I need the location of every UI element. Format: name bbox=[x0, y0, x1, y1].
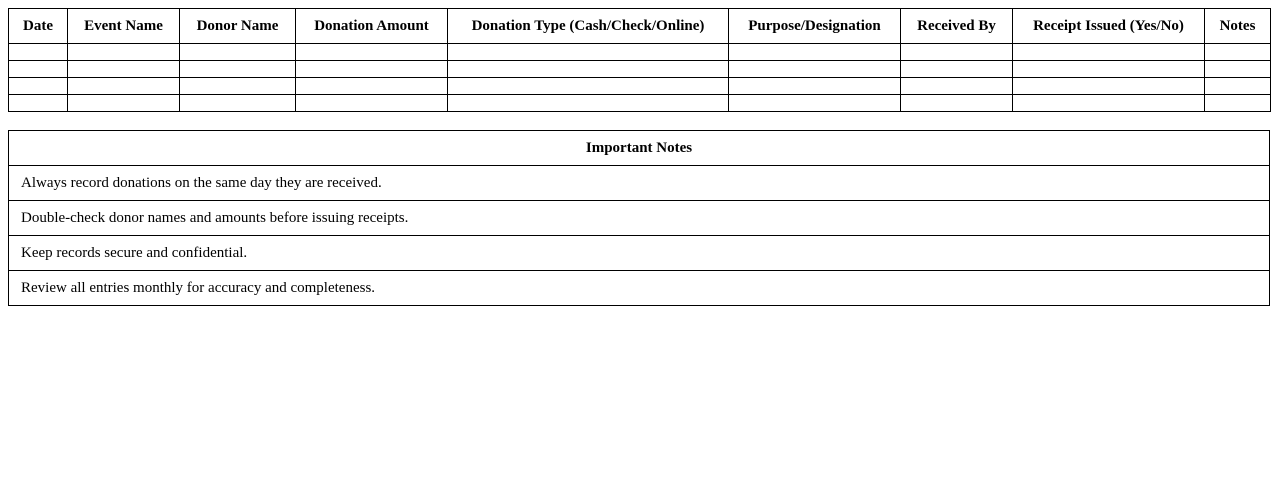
note-row bbox=[9, 236, 1270, 271]
table-cell[interactable] bbox=[296, 78, 448, 95]
table-cell[interactable] bbox=[1013, 78, 1205, 95]
table-cell[interactable] bbox=[1013, 61, 1205, 78]
table-row bbox=[9, 95, 1271, 112]
table-cell[interactable] bbox=[1013, 44, 1205, 61]
note-row bbox=[9, 201, 1270, 236]
note-item: Always record donations on the same day they are received. bbox=[9, 166, 1270, 201]
column-header-donation-type: Donation Type (Cash/Check/Online) bbox=[448, 9, 729, 44]
donation-log-table bbox=[8, 8, 1271, 112]
table-cell[interactable] bbox=[68, 44, 180, 61]
table-cell[interactable] bbox=[901, 61, 1013, 78]
table-cell[interactable] bbox=[901, 44, 1013, 61]
column-header-event-name: Event Name bbox=[68, 9, 180, 44]
table-cell[interactable] bbox=[729, 78, 901, 95]
table-cell[interactable] bbox=[9, 61, 68, 78]
note-row bbox=[9, 271, 1270, 306]
column-header-date: Date bbox=[9, 9, 68, 44]
table-cell[interactable] bbox=[296, 61, 448, 78]
column-header-receipt-issued: Receipt Issued (Yes/No) bbox=[1013, 9, 1205, 44]
table-cell[interactable] bbox=[729, 95, 901, 112]
notes-header-row bbox=[9, 131, 1270, 166]
table-cell[interactable] bbox=[296, 44, 448, 61]
table-row bbox=[9, 61, 1271, 78]
table-cell[interactable] bbox=[1205, 95, 1271, 112]
table-cell[interactable] bbox=[1205, 78, 1271, 95]
table-cell[interactable] bbox=[9, 78, 68, 95]
table-cell[interactable] bbox=[1205, 44, 1271, 61]
table-cell[interactable] bbox=[68, 78, 180, 95]
table-cell[interactable] bbox=[296, 95, 448, 112]
table-header-row bbox=[9, 9, 1271, 44]
table-cell[interactable] bbox=[9, 95, 68, 112]
table-cell[interactable] bbox=[1013, 95, 1205, 112]
table-cell[interactable] bbox=[448, 78, 729, 95]
table-cell[interactable] bbox=[9, 44, 68, 61]
column-header-purpose: Purpose/Designation bbox=[729, 9, 901, 44]
table-cell[interactable] bbox=[68, 95, 180, 112]
note-item: Keep records secure and confidential. bbox=[9, 236, 1270, 271]
column-header-notes: Notes bbox=[1205, 9, 1271, 44]
table-cell[interactable] bbox=[448, 44, 729, 61]
column-header-donor-name: Donor Name bbox=[180, 9, 296, 44]
table-cell[interactable] bbox=[180, 61, 296, 78]
column-header-received-by: Received By bbox=[901, 9, 1013, 44]
notes-title: Important Notes bbox=[9, 131, 1270, 166]
table-cell[interactable] bbox=[180, 95, 296, 112]
note-item: Review all entries monthly for accuracy and completeness. bbox=[9, 271, 1270, 306]
table-row bbox=[9, 44, 1271, 61]
table-cell[interactable] bbox=[901, 78, 1013, 95]
table-cell[interactable] bbox=[180, 78, 296, 95]
table-cell[interactable] bbox=[729, 44, 901, 61]
table-cell[interactable] bbox=[1205, 61, 1271, 78]
table-row bbox=[9, 78, 1271, 95]
table-cell[interactable] bbox=[448, 61, 729, 78]
table-cell[interactable] bbox=[180, 44, 296, 61]
note-row bbox=[9, 166, 1270, 201]
table-cell[interactable] bbox=[901, 95, 1013, 112]
table-cell[interactable] bbox=[68, 61, 180, 78]
note-item: Double-check donor names and amounts before issuing receipts. bbox=[9, 201, 1270, 236]
column-header-donation-amount: Donation Amount bbox=[296, 9, 448, 44]
table-cell[interactable] bbox=[448, 95, 729, 112]
table-cell[interactable] bbox=[729, 61, 901, 78]
important-notes-table bbox=[8, 130, 1270, 306]
